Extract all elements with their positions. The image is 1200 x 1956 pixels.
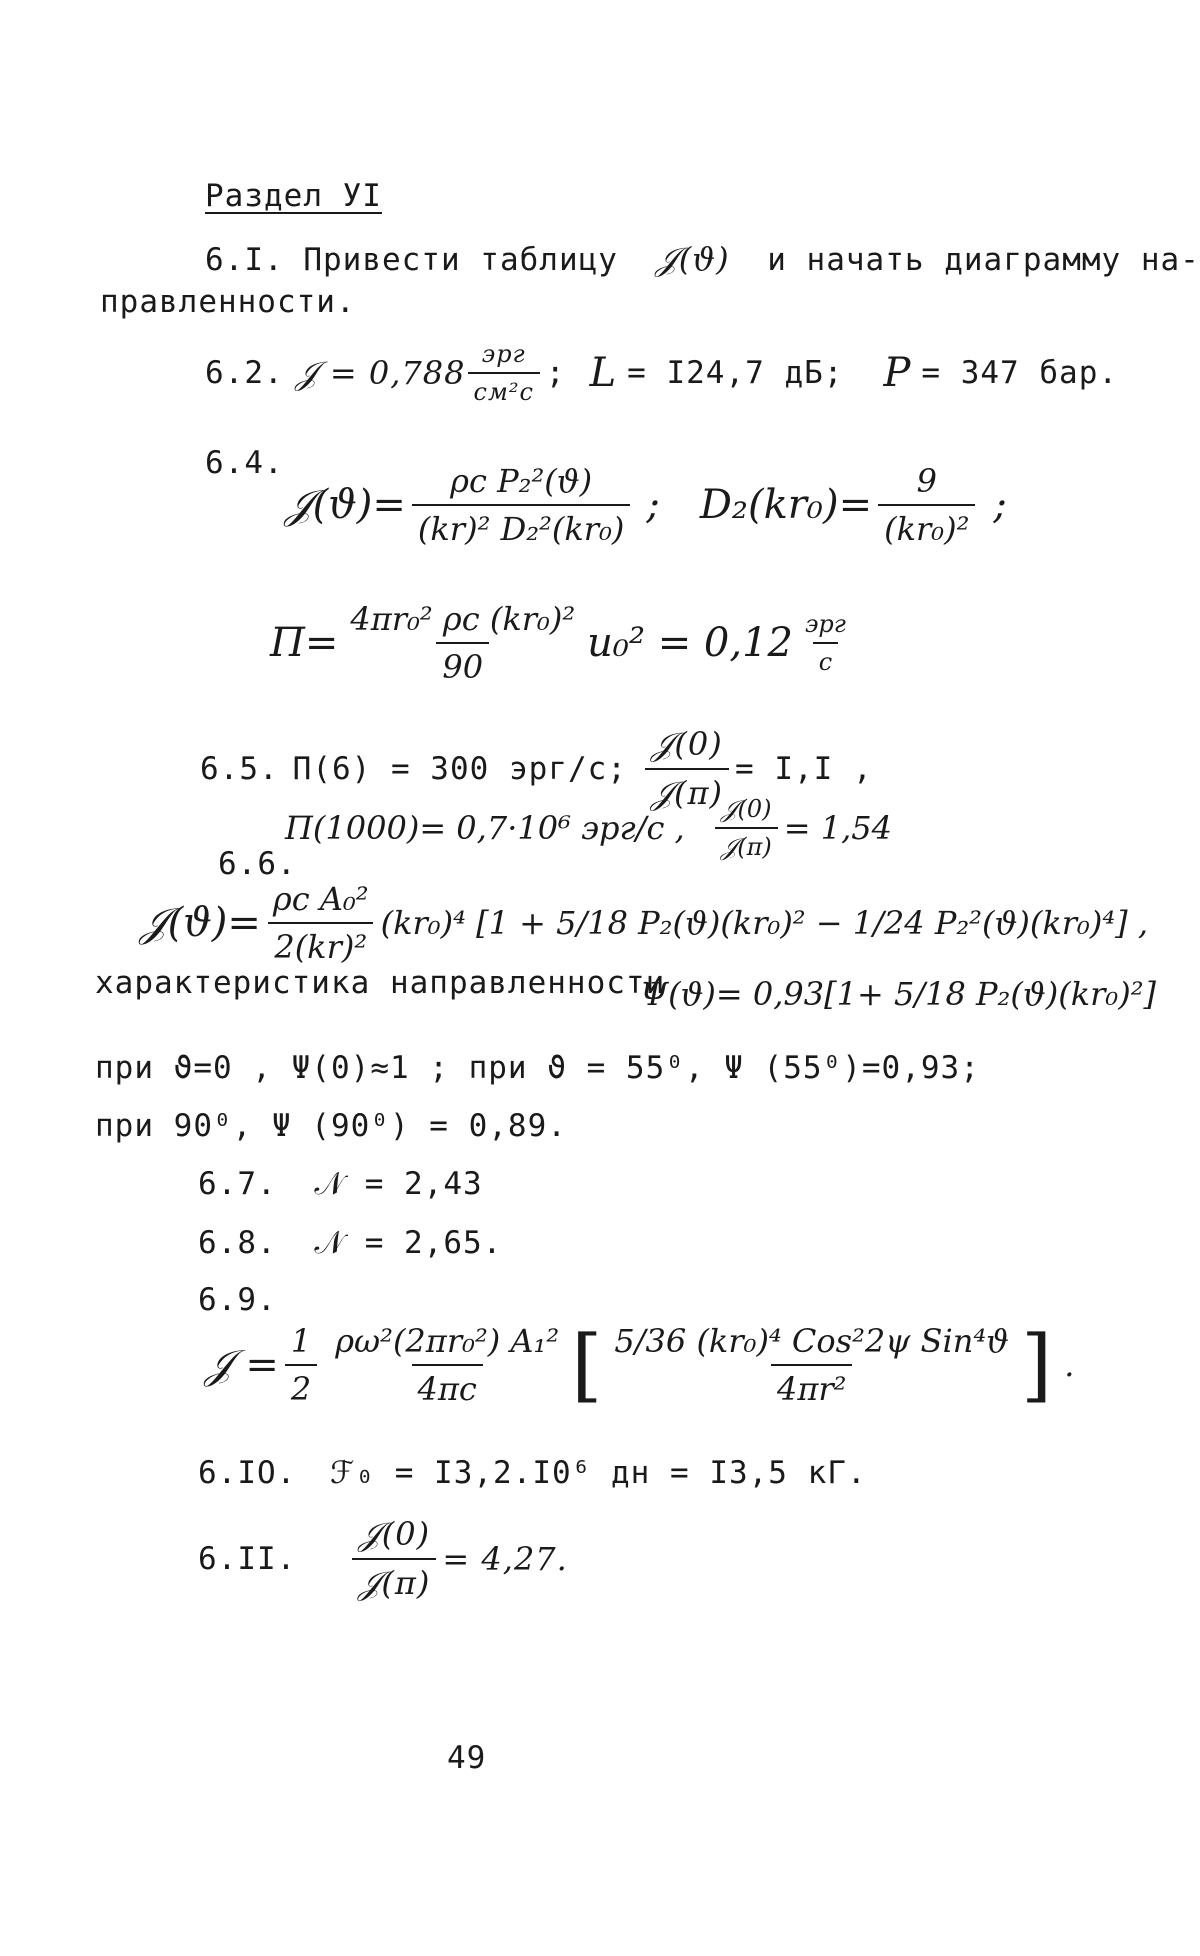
p611-ratio [352,1515,436,1603]
p64-pi-unit-num: эрг [804,610,846,638]
p69-tail: . [1064,1346,1075,1384]
p69-num: 6.9. [198,1282,277,1318]
p69-right-bracket: ] [1021,1318,1053,1411]
p64-pi-frac [344,600,581,686]
p65-num: 6.5. [200,751,279,787]
p68-num: 6.8. [198,1225,277,1261]
p66-num: 6.6. [218,846,297,882]
p65-ratio2-num: 𝒥(0) [720,795,772,823]
p64-d-den: (kr₀)² [878,504,975,548]
p64-line1 [285,462,1007,548]
p610-line [198,1455,867,1491]
p66-j-frac [267,880,375,966]
p62-l-label: L [589,350,618,396]
p61-text-c: правленности. [100,284,356,320]
p67-num: 6.7. [198,1166,277,1202]
p65-ratio2-den: 𝒥(π) [715,827,778,861]
p64-pi-den: 90 [436,642,489,686]
p66-formula [140,880,1148,966]
p61-text-a: Привести таблицу [303,242,618,278]
p68-text: 𝒩 = 2,65. [314,1225,503,1261]
p64-j-den: (kr)² D₂²(kr₀) [412,504,630,548]
p64-d-lhs: D₂(kr₀)= [699,482,873,528]
p69-formula [205,1318,1075,1411]
p62-p-value: = 347 бар. [921,355,1119,391]
p65-line2-b: = 1,54 [783,809,892,847]
p64-pi-lhs: П= [270,620,339,666]
p69-a-num: ρω²(2πr₀²) A₁² [335,1322,560,1360]
p61-line1 [205,240,1200,279]
p66-j-body: (kr₀)⁴ [1 + 5/18 P₂(ϑ)(kr₀)² − 1/24 P₂²(ϑ)(kr₀)⁴] , [380,904,1148,942]
p62-num: 6.2. [205,355,284,391]
p64-pi-num: 4πr₀² ρc (kr₀)² [350,600,576,638]
p610-text: ℱ₀ = I3,2.I0⁶ дн = I3,5 кГ. [330,1455,867,1491]
p611-line [198,1515,568,1603]
section-title: Раздел УI [205,178,382,214]
page-number: 49 [447,1740,487,1776]
p64-j-num: ρc P₂²(ϑ) [450,462,593,500]
p69-half [285,1322,317,1408]
p66-char-text: характеристика направленности [95,965,666,1001]
p64-pi-unit-den: с [813,642,838,676]
p62-line [205,340,1118,406]
p66-j-lhs: 𝒥(ϑ)= [140,900,261,946]
p64-d-frac [878,462,975,548]
p65-ratio1-den: 𝒥(π) [645,768,729,813]
p62-j-unit-den: см²с [468,372,540,406]
p66-line4: при 90⁰, Ψ (90⁰) = 0,89. [95,1108,567,1144]
p61-num: 6.I. [205,242,284,278]
p611-num: 6.II. [198,1541,297,1577]
p69-b-frac [608,1322,1015,1408]
p65-ratio2 [715,795,778,861]
p64-d-tail: ; [993,482,1007,528]
p61-formula: 𝒥(ϑ) [655,240,730,278]
p65-line2-a: П(1000)= 0,7·10⁶ эрг/с , [285,809,685,847]
p62-l-value: = I24,7 дБ; [627,355,844,391]
p69-a-frac [329,1322,565,1408]
p62-j-unit [468,340,540,406]
p64-line2 [270,600,858,686]
p64-pi-tail: u₀² = 0,12 [587,620,793,666]
p69-left-bracket: [ [571,1318,603,1411]
p69-b-num: 5/36 (kr₀)⁴ Cos²2ψ Sin⁴ϑ [614,1322,1010,1360]
p611-tail: = 4,27. [442,1540,568,1578]
p65-ratio1-num: 𝒥(0) [651,725,723,763]
p611-ratio-num: 𝒥(0) [358,1515,431,1553]
p65-line2 [285,795,892,861]
p62-j-unit-num: эрг [481,340,526,368]
p69-a-den: 4πc [412,1364,483,1408]
p68-line [198,1225,502,1262]
p66-j-den: 2(kr)² [268,922,373,966]
p64-pi-unit [799,610,852,676]
p610-num: 6.IO. [198,1455,297,1491]
p61-text-b: и начать диаграмму на- [767,242,1200,278]
p66-char-formula: Ψ(ϑ)= 0,93[1+ 5/18 P₂(ϑ)(kr₀)²] [640,975,1156,1013]
p64-j-lhs: 𝒥(ϑ)= [285,482,406,528]
p67-line [198,1166,483,1203]
p64-j-frac [412,462,630,548]
p62-j-label: 𝒥 = 0,788 [295,353,466,392]
p69-half-den: 2 [285,1364,317,1408]
p66-line3: при ϑ=0 , Ψ(0)≈1 ; при ϑ = 55⁰, Ψ (55⁰)=0,93; [95,1050,980,1086]
p65-line1-a: П(6) = 300 эрг/с; [292,751,627,787]
p64-d-num: 9 [916,462,937,500]
p69-lhs: 𝒥 = [205,1342,279,1388]
p67-text: 𝒩 = 2,43 [314,1166,483,1202]
p65-line1-b: = I,I , [735,751,873,787]
p611-ratio-den: 𝒥(π) [352,1558,436,1603]
p62-p-label: P [883,350,912,396]
p69-half-num: 1 [290,1322,312,1360]
p62-sep: ; [545,355,566,391]
p64-num: 6.4. [205,445,284,481]
p64-sep: ; [646,482,660,528]
p69-b-den: 4πr² [771,1364,853,1408]
p66-j-num: ρc A₀² [272,880,369,918]
